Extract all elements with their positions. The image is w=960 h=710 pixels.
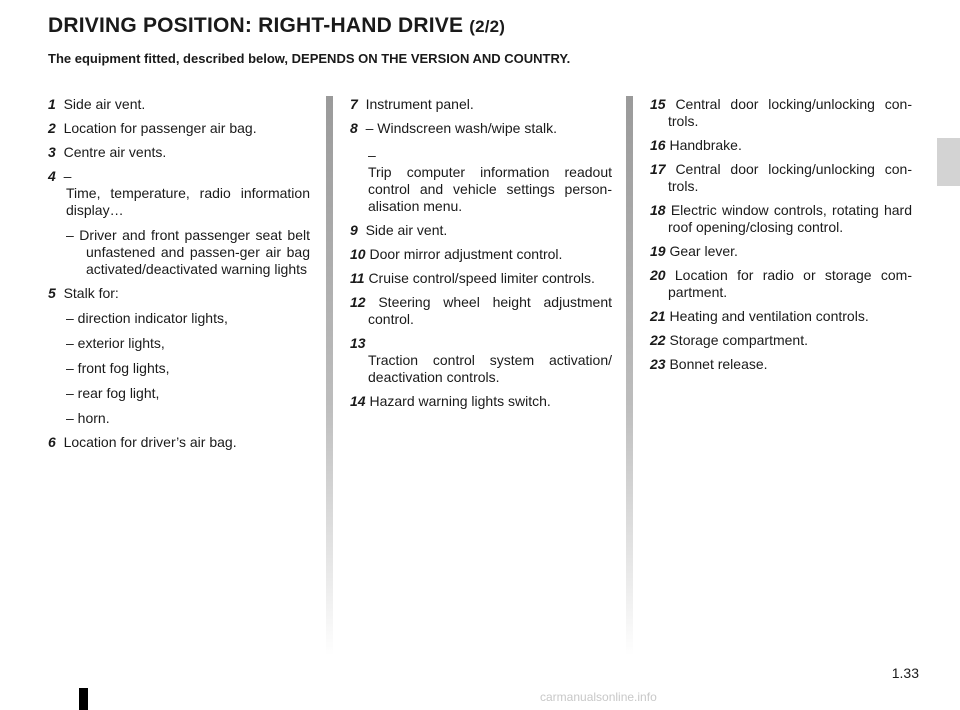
- legend-item-5: [48, 285, 310, 427]
- legend-item-13: [350, 335, 612, 386]
- legend-item-3: [48, 144, 310, 161]
- legend-item-23: [650, 356, 912, 373]
- legend-subitem: – horn.: [66, 410, 110, 426]
- legend-item-number: 10: [350, 246, 366, 262]
- legend-item-14: [350, 393, 612, 410]
- legend-item-text: Steering wheel height adjustment control.: [368, 294, 612, 327]
- page-number: 1.33: [891, 665, 919, 681]
- page-subtitle: The equipment fitted, described below, DEPENDS ON THE VERSION AND COUNTRY.: [48, 51, 571, 66]
- legend-item-text: Centre air vents.: [63, 144, 167, 160]
- legend-item-dash: –: [63, 168, 72, 184]
- legend-item-16: [650, 137, 912, 154]
- legend-item-17: [650, 161, 912, 195]
- legend-item-number: 1: [48, 96, 56, 112]
- legend-subitem: – exterior lights,: [66, 335, 165, 351]
- legend-item-number: 21: [650, 308, 666, 324]
- legend-item-number: 7: [350, 96, 358, 112]
- legend-item-2: [48, 120, 310, 137]
- legend-item-1: [48, 96, 310, 113]
- page-title: [48, 14, 505, 38]
- legend-item-number: 3: [48, 144, 56, 160]
- legend-column-2: [350, 96, 612, 417]
- legend-item-text: Cruise control/speed limiter controls.: [368, 270, 595, 286]
- legend-item-number: 22: [650, 332, 666, 348]
- legend-item-number: 19: [650, 243, 666, 259]
- legend-subitem: Trip computer information readout control and vehicle settings person-alisation menu.: [368, 164, 612, 214]
- legend-item-6: [48, 434, 310, 451]
- legend-item-number: 11: [350, 270, 365, 286]
- legend-item-number: 18: [650, 202, 666, 218]
- legend-item-7: [350, 96, 612, 113]
- legend-item-8: [350, 120, 612, 215]
- legend-item-text: Central door locking/unlocking con-trols.: [668, 161, 912, 194]
- legend-item-11: [350, 270, 612, 287]
- legend-item-number: 2: [48, 120, 56, 136]
- legend-item-number: 9: [350, 222, 358, 238]
- legend-item-text: Side air vent.: [365, 222, 448, 238]
- legend-item-text: Storage compartment.: [669, 332, 808, 348]
- legend-item-number: 17: [650, 161, 666, 177]
- legend-item-4: [48, 168, 310, 278]
- column-divider: [626, 96, 633, 656]
- legend-item-text: Hazard warning lights switch.: [369, 393, 551, 409]
- crop-mark: [79, 688, 88, 710]
- watermark: carmanualsonline.info: [540, 690, 657, 704]
- legend-item-text: Gear lever.: [669, 243, 738, 259]
- legend-item-9: [350, 222, 612, 239]
- legend-item-text: Bonnet release.: [669, 356, 768, 372]
- legend-item-dash: –: [368, 147, 376, 163]
- legend-item-text: Location for driver’s air bag.: [63, 434, 237, 450]
- legend-item-text: Door mirror adjustment control.: [369, 246, 563, 262]
- legend-item-text: Location for radio or storage com-partment.: [668, 267, 912, 300]
- legend-item-text: Stalk for:: [63, 285, 119, 301]
- section-tab-marker: [937, 138, 960, 186]
- legend-item-text: – Windscreen wash/wipe stalk.: [365, 120, 557, 136]
- legend-item-number: 16: [650, 137, 666, 153]
- legend-item-text: Handbrake.: [669, 137, 742, 153]
- legend-subitem: – rear fog light,: [66, 385, 160, 401]
- legend-column-3: [650, 96, 912, 380]
- legend-subitem: – front fog lights,: [66, 360, 170, 376]
- column-divider: [326, 96, 333, 656]
- legend-item-22: [650, 332, 912, 349]
- legend-column-1: [48, 96, 310, 458]
- page-title-text: DRIVING POSITION: RIGHT-HAND DRIVE: [48, 14, 464, 37]
- legend-item-number: 15: [650, 96, 666, 112]
- legend-item-20: [650, 267, 912, 301]
- legend-item-21: [650, 308, 912, 325]
- legend-item-text: Instrument panel.: [365, 96, 474, 112]
- legend-item-text: Location for passenger air bag.: [63, 120, 257, 136]
- legend-item-10: [350, 246, 612, 263]
- legend-item-15: [650, 96, 912, 130]
- legend-item-text: Side air vent.: [63, 96, 146, 112]
- legend-item-number: 20: [650, 267, 666, 283]
- legend-item-text: Central door locking/unlocking con-trols.: [668, 96, 912, 129]
- legend-item-text: Traction control system activation/ deactivation controls.: [368, 352, 612, 385]
- legend-item-number: 13: [350, 335, 366, 351]
- legend-item-text: Time, temperature, radio information display…: [66, 185, 310, 218]
- legend-item-number: 14: [350, 393, 366, 409]
- legend-item-12: [350, 294, 612, 328]
- legend-item-text: Electric window controls, rotating hard roof opening/closing control.: [668, 202, 912, 235]
- legend-subitem: – Driver and front passenger seat belt unfastened and passen-ger air bag activated/deactivated warning lights: [66, 227, 310, 277]
- legend-item-number: 4: [48, 168, 56, 184]
- legend-item-number: 12: [350, 294, 366, 310]
- legend-item-number: 5: [48, 285, 56, 301]
- legend-item-19: [650, 243, 912, 260]
- legend-item-number: 6: [48, 434, 56, 450]
- legend-subitem: – direction indicator lights,: [66, 310, 228, 326]
- legend-item-text: Heating and ventilation controls.: [669, 308, 869, 324]
- legend-item-18: [650, 202, 912, 236]
- page-title-suffix: (2/2): [469, 17, 506, 36]
- legend-item-number: 8: [350, 120, 358, 136]
- legend-item-number: 23: [650, 356, 666, 372]
